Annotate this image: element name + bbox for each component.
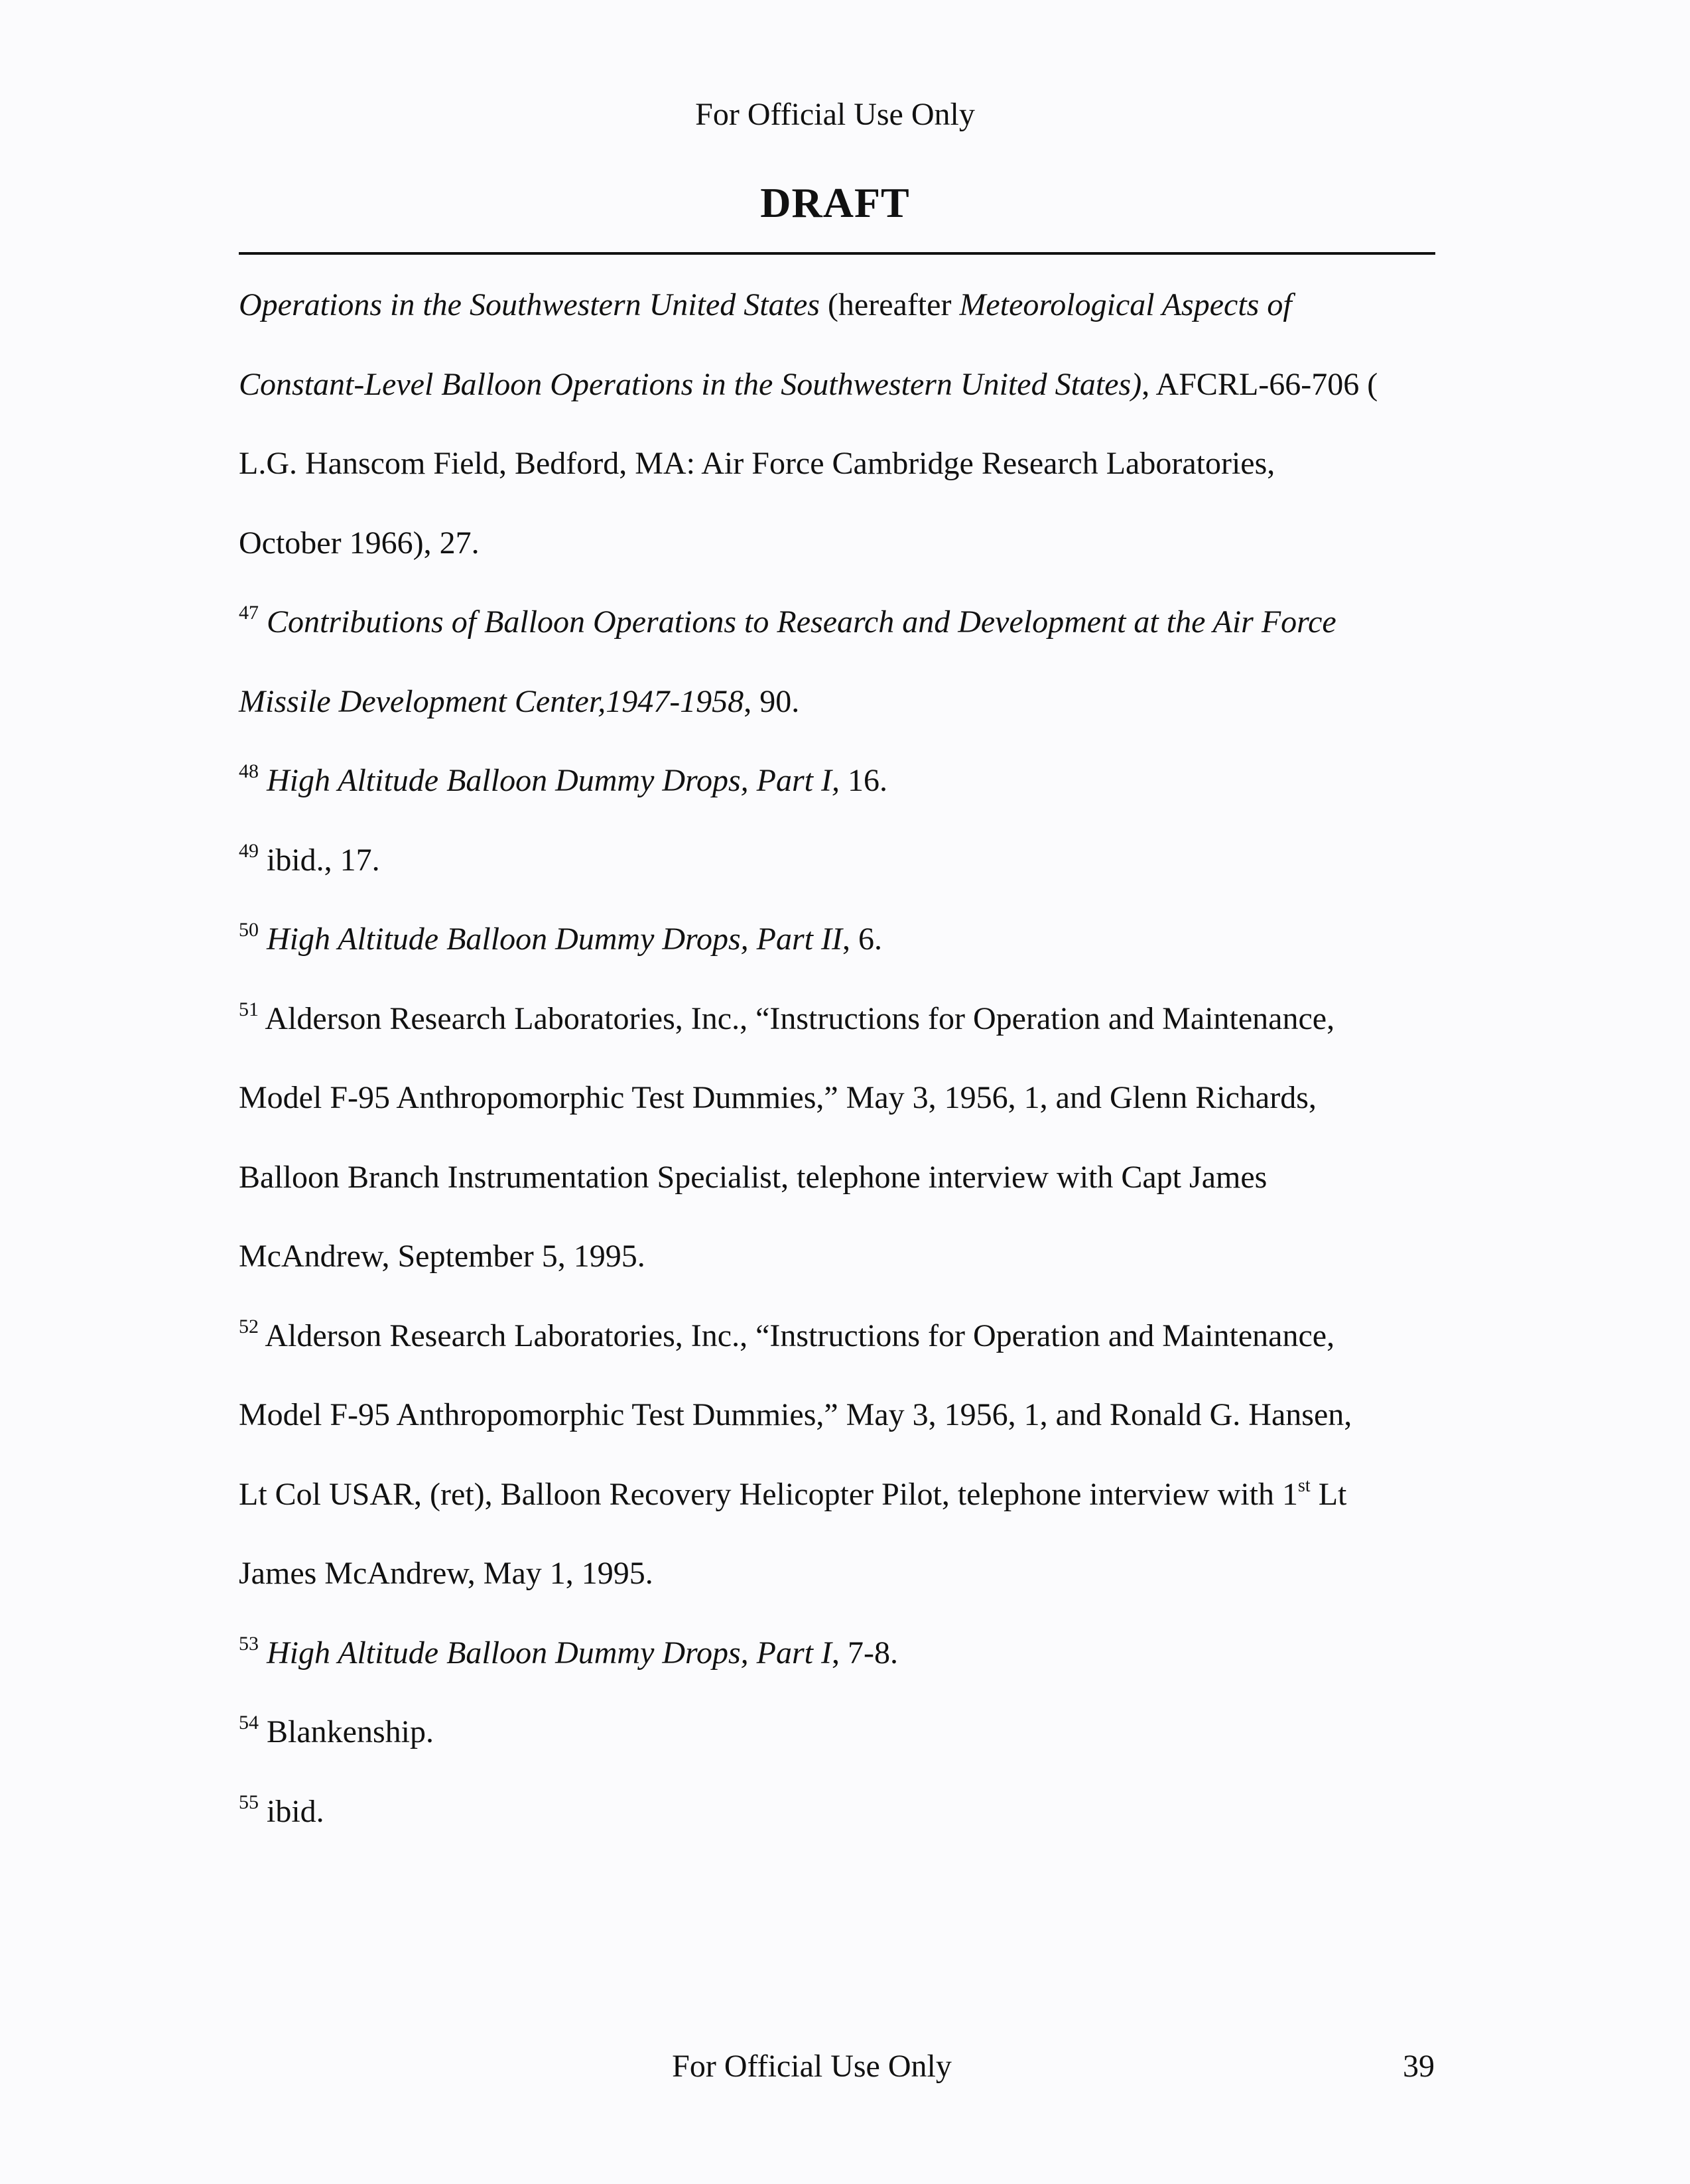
header-classification: For Official Use Only: [695, 97, 975, 132]
note-number: 47: [239, 602, 259, 624]
note-49: $^{49}$ ibid., 17.: [239, 839, 380, 878]
note-54: $^{54}$ Blankenship.: [239, 1712, 434, 1749]
note-51-line-2: Model F-95 Anthropomorphic Test Dummies,” May 3, 1956, 1, and Glenn Richards,: [239, 1080, 1317, 1115]
note-50: $^{50}$ High Altitude Balloon Dummy Drops, Part II, 6.: [239, 919, 882, 957]
note-number: 49: [239, 839, 259, 862]
page-number: 39: [1403, 2049, 1435, 2084]
header-rule: [239, 252, 1435, 255]
note-52-line-2: Model F-95 Anthropomorphic Test Dummies,” May 3, 1956, 1, and Ronald G. Hansen,: [239, 1397, 1352, 1432]
note-55: $^{55}$ ibid.: [239, 1791, 324, 1829]
note-51-line-1: $^{51}$ Alderson Research Laboratories, Inc., “Instructions for Operation and Maintenance,: [239, 998, 1335, 1036]
note-51-line-4: McAndrew, September 5, 1995.: [239, 1239, 645, 1274]
note-47-line-1: $^{47}$ Contributions of Balloon Operations to Research and Development at the Air Force: [239, 602, 1336, 640]
note-52-line-3: Lt Col USAR, (ret), Balloon Recovery Helicopter Pilot, telephone interview with 1st Lt: [239, 1475, 1347, 1512]
note-52-line-1: $^{52}$ Alderson Research Laboratories, Inc., “Instructions for Operation and Maintenance,: [239, 1315, 1335, 1353]
note-48: $^{48}$ High Altitude Balloon Dummy Drops, Part I, 16.: [239, 760, 887, 798]
note-51-line-3: Balloon Branch Instrumentation Specialist, telephone interview with Capt James: [239, 1159, 1268, 1195]
note-47-line-2: Missile Development Center,1947-1958, 90.: [239, 683, 800, 719]
note-continuation-line-2: Constant-Level Balloon Operations in the Southwestern United States), AFCRL-66-706 (: [239, 366, 1378, 402]
note-number: 51: [239, 998, 259, 1020]
note-number: 50: [239, 919, 259, 941]
note-number: 52: [239, 1315, 259, 1337]
draft-title: DRAFT: [760, 179, 910, 226]
note-53: $^{53}$ High Altitude Balloon Dummy Drops, Part I, 7-8.: [239, 1632, 898, 1671]
note-number: 48: [239, 760, 259, 782]
note-number: 54: [239, 1712, 259, 1734]
endnotes: [239, 265, 1446, 1851]
note-number: 53: [239, 1632, 259, 1655]
note-52-line-4: James McAndrew, May 1, 1995.: [239, 1556, 653, 1591]
note-continuation-line-1: Operations in the Southwestern United States (hereafter Meteorological Aspects of: [239, 287, 1292, 322]
note-continuation-line-3: L.G. Hanscom Field, Bedford, MA: Air Force Cambridge Research Laboratories,: [239, 446, 1275, 481]
note-number: 55: [239, 1791, 259, 1813]
footer-classification: For Official Use Only: [672, 2049, 952, 2084]
note-continuation-line-4: October 1966), 27.: [239, 525, 480, 561]
ordinal-suffix: st: [1298, 1475, 1311, 1496]
